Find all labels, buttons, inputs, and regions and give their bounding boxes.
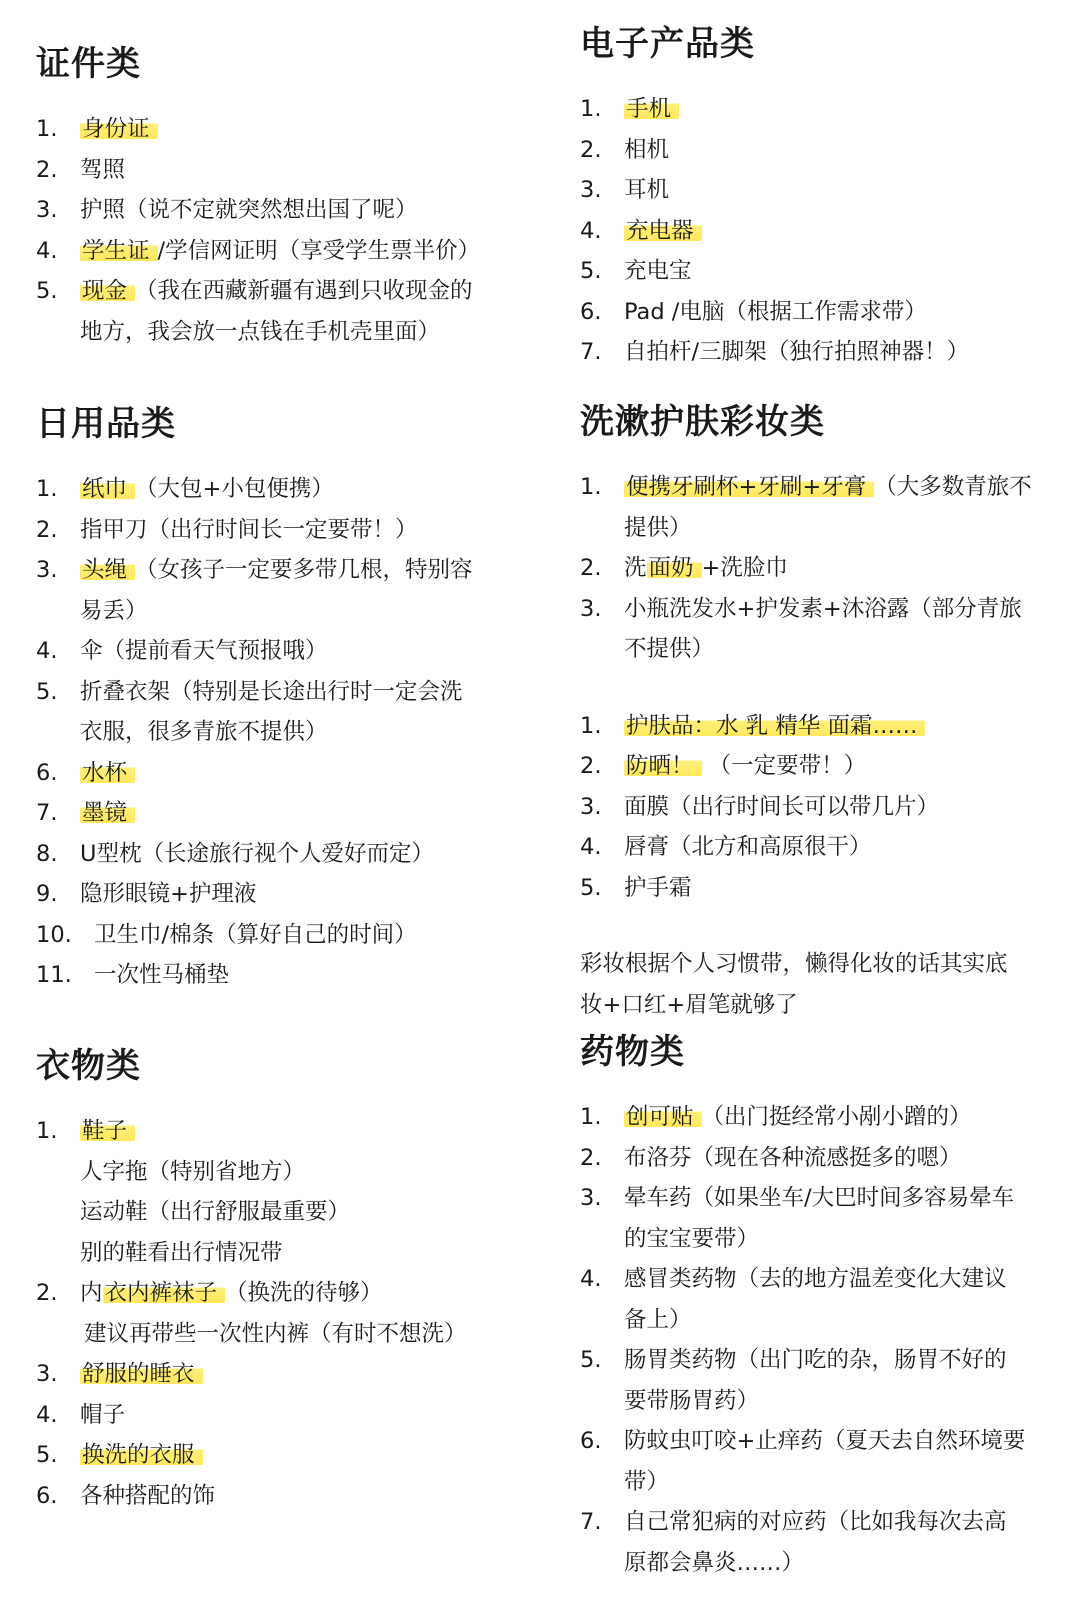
item-text: 驾照 [80,156,126,183]
item-text: 一次性马桶垫 [94,962,230,988]
list-item [36,1111,536,1152]
list-number: 2. [580,1144,602,1171]
list-item [36,753,536,794]
highlighted-text: 创可贴 [624,1104,702,1130]
list-item [36,793,536,834]
item-text: 耳机 [624,177,670,203]
item-text: /学信网证明（享受学生票半价） [157,237,481,264]
item-text: 自己常犯病的对应药（比如我每次去高 [624,1509,1007,1535]
list-item [580,589,1060,670]
item-text: （换洗的待够） [225,1280,383,1306]
item-text: 帽子 [80,1401,126,1428]
list-item [36,1354,536,1395]
list-number: 6. [36,1482,58,1509]
item-text: 防蚊虫叮咬+止痒药（夏天去自然环境要 [624,1428,1026,1454]
list-item [36,271,536,352]
item-text: （我在西藏新疆有遇到只收现金的 [135,278,473,304]
list-item [580,251,1060,292]
list-item [36,834,536,875]
list-item [36,190,536,231]
list-number: 6. [580,298,602,325]
shoe-option: 人字拖（特别省地方） [80,1158,306,1185]
item-text: U型枕（长途旅行视个人爱好而定） [80,840,434,867]
list-number: 5. [36,678,58,705]
list-number: 4. [36,237,58,264]
underwear-note: 建议再带些一次性内裤（有时不想洗） [84,1320,467,1347]
highlighted-text: 换洗的衣服 [80,1442,203,1468]
list-item [580,787,1060,828]
item-text: 护照（说不定就突然想出国了呢） [80,197,418,223]
list-number: 3. [36,557,58,583]
list-item [36,874,536,915]
highlighted-text: 护肤品：水 乳 精华 面霜…… [624,713,925,739]
list-number: 7. [580,339,602,365]
medicine-list [580,1097,1060,1583]
list-item [580,868,1060,909]
makeup-note [580,944,1060,1025]
highlighted-text: 身份证 [80,116,158,142]
list-item [36,1435,536,1476]
list-item [36,231,536,272]
shoe-option: 运动鞋（出行舒服最重要） [80,1199,351,1225]
list-number: 1. [580,96,602,122]
list-item [580,1178,1060,1259]
list-number: 9. [36,881,58,907]
list-item [580,827,1060,868]
list-number: 7. [36,800,58,826]
list-number: 2. [580,136,602,163]
list-item [36,469,536,510]
list-number: 10. [36,921,72,948]
list-number: 1. [36,476,58,502]
item-text: 洗 [624,555,647,581]
list-item [36,109,536,150]
list-item [36,1395,536,1436]
item-text: 地方，我会放一点钱在手机壳里面） [80,318,441,345]
section-toiletries [580,394,1060,1025]
section-title: 洗漱护肤彩妆类 [580,402,825,442]
list-number: 4. [580,834,602,860]
section-title: 证件类 [36,44,141,84]
item-text: 充电宝 [624,258,692,284]
list-number: 7. [580,1509,602,1535]
list-item [580,1259,1060,1340]
clothing-list-cont2 [36,1354,536,1516]
item-text: 感冒类药物（去的地方温差变化大建议 [624,1266,1007,1292]
item-text: 提供） [624,514,692,541]
section-clothing [36,1038,536,1516]
item-text: 唇膏（北方和高原很干） [624,834,872,860]
list-number: 1. [580,712,602,739]
list-number: 2. [36,516,58,543]
list-number: 8. [36,840,58,867]
item-text: 备上） [624,1306,692,1333]
list-number: 3. [580,1185,602,1211]
list-item [580,292,1060,333]
item-text: 小瓶洗发水+护发素+沐浴露（部分青旅 [624,595,1022,622]
list-item [580,1421,1060,1502]
item-text: Pad /电脑（根据工作需求带） [624,298,927,325]
item-text: （一定要带！） [701,753,867,779]
item-text: 肠胃类药物（出门吃的杂，肠胃不好的 [624,1347,1007,1373]
highlighted-text: 鞋子 [80,1118,135,1144]
daily-list [36,469,536,996]
list-item [36,150,536,191]
item-text: （大包+小包便携） [135,476,334,502]
list-number: 1. [36,1118,58,1144]
highlighted-text: 防晒！ [624,753,702,779]
shoe-option: 别的鞋看出行情况带 [80,1239,283,1266]
section-daily [36,396,536,996]
list-number: 5. [580,874,602,901]
list-number: 5. [580,258,602,284]
list-item [580,467,1060,548]
list-item [36,915,536,956]
item-text: 卫生巾/棉条（算好自己的时间） [94,921,417,948]
clothing-list [36,1111,536,1152]
list-item [580,1097,1060,1138]
list-number: 3. [36,1361,58,1387]
list-number: 2. [580,753,602,779]
item-text: +洗脸巾 [701,555,788,581]
item-text: 要带肠胃药） [624,1387,760,1414]
section-title: 药物类 [580,1032,685,1072]
list-number: 3. [580,177,602,203]
list-item [580,706,1060,747]
item-text: （女孩子一定要多带几根，特别容 [135,557,473,583]
list-number: 3. [36,197,58,223]
item-text: 妆+口红+眉笔就够了 [580,991,798,1018]
list-number: 1. [580,474,602,500]
list-item [580,1138,1060,1179]
list-number: 5. [580,1347,602,1373]
section-title: 衣物类 [36,1046,141,1086]
list-item [580,130,1060,171]
list-number: 2. [36,1280,58,1306]
list-number: 4. [36,638,58,664]
list-item [580,332,1060,373]
item-text: 内 [80,1280,103,1306]
list-item [36,1476,536,1517]
item-text: 易丢） [80,597,148,624]
highlighted-text: 墨镜 [80,800,135,826]
item-text: 相机 [624,136,670,163]
item-text: 伞（提前看天气预报哦） [80,638,328,664]
skincare-list [580,706,1060,909]
list-number: 5. [36,278,58,304]
list-number: 3. [580,793,602,820]
list-number: 5. [36,1442,58,1468]
electronics-list [580,89,1060,373]
item-text: 布洛芬（现在各种流感挺多的嗯） [624,1144,962,1171]
list-item [580,1502,1060,1583]
highlighted-text: 衣内裤袜子 [103,1280,226,1306]
list-item [36,631,536,672]
section-title: 日用品类 [36,404,176,444]
list-number: 4. [580,1266,602,1292]
item-text: 衣服，很多青旅不提供） [80,719,328,745]
section-electronics [580,16,1060,373]
item-text: 的宝宝要带） [624,1225,760,1252]
clothing-list-cont [36,1273,536,1314]
highlighted-text: 舒服的睡衣 [80,1361,203,1387]
list-number: 1. [580,1104,602,1130]
highlighted-text: 现金 [80,278,135,304]
item-text: 面膜（出行时间长可以带几片） [624,793,940,820]
list-item [580,89,1060,130]
list-number: 6. [36,759,58,786]
list-item [36,955,536,996]
highlighted-text: 面奶 [647,555,702,581]
highlighted-text: 手机 [624,96,679,122]
highlighted-text: 便携牙刷杯+牙刷+牙膏 [624,474,874,500]
list-item [580,1340,1060,1421]
item-text: 隐形眼镜+护理液 [80,881,257,907]
item-text: 晕车药（如果坐车/大巴时间多容易晕车 [624,1185,1015,1211]
list-number: 2. [36,156,58,183]
item-text: 指甲刀（出行时间长一定要带！） [80,516,418,543]
wash-list [580,467,1060,670]
list-number: 1. [36,116,58,142]
item-text: 不提供） [624,636,715,662]
highlighted-text: 头绳 [80,557,135,583]
list-item [36,510,536,551]
section-medicine [580,1024,1060,1583]
highlighted-text: 学生证 [80,238,158,264]
list-item [580,211,1060,252]
section-title: 电子产品类 [580,24,755,64]
list-number: 11. [36,962,72,988]
highlighted-text: 纸巾 [80,476,135,502]
list-number: 4. [580,217,602,244]
list-item [580,170,1060,211]
item-text: 原都会鼻炎……） [624,1549,805,1576]
list-item [580,746,1060,787]
highlighted-text: 水杯 [80,760,135,786]
list-number: 4. [36,1401,58,1428]
item-text: 折叠衣架（特别是长途出行时一定会洗 [80,678,463,705]
item-text: （大多数青旅不 [874,474,1032,500]
item-text: 自拍杆/三脚架（独行拍照神器！） [624,339,970,365]
list-item [580,548,1060,589]
list-number: 3. [580,595,602,622]
item-text: 各种搭配的饰 [80,1482,216,1509]
list-item [36,672,536,753]
list-number: 2. [580,555,602,581]
item-text: 彩妆根据个人习惯带，懒得化妆的话其实底 [580,951,1008,977]
item-text: 带） [624,1468,670,1495]
item-text: 护手霜 [624,874,692,901]
list-item [36,550,536,631]
list-item [36,1273,536,1314]
item-text: （出门挺经常小剐小蹭的） [701,1104,972,1130]
list-number: 6. [580,1428,602,1454]
section-documents [36,36,536,352]
documents-list [36,109,536,352]
highlighted-text: 充电器 [624,218,702,244]
